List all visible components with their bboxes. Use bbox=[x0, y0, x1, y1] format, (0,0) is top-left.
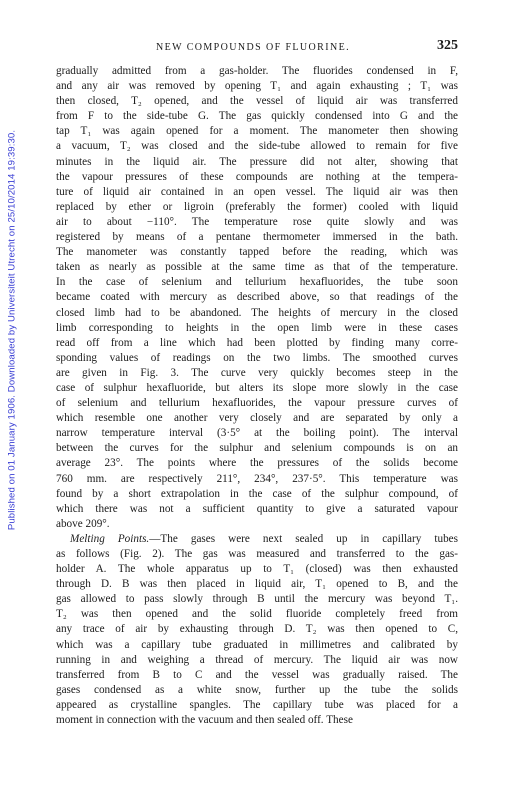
text-line: ture of liquid air contained in an open vessel. The liquid air was then bbox=[56, 185, 458, 198]
text-line: which there was not a sufficient quantity to give a saturated vapour bbox=[56, 502, 458, 515]
text-line: through D. B was then placed in liquid air, T₁ opened to B, and the bbox=[56, 578, 458, 591]
text-line: registered by means of a pentane thermometer immersed in the bath. bbox=[56, 231, 458, 244]
text-line: 760 mm. are respectively 211°, 234°, 237·5°. This temperature was bbox=[56, 472, 458, 485]
text-line: Melting Points.—The gases were next sealed up in capillary tubes bbox=[70, 532, 458, 545]
text-line: between the curves for the sulphur and selenium compounds is on an bbox=[56, 442, 458, 455]
text-line: gas allowed to pass slowly through B until the mercury was beyond T₁. bbox=[56, 593, 458, 606]
text-line: any trace of air by exhausting through D. T₂ was then opened to C, bbox=[56, 623, 458, 636]
text-line: which resemble one another very closely and are separated by only a bbox=[56, 412, 458, 425]
text-line: as follows (Fig. 2). The gas was measured and transferred to the gas- bbox=[56, 548, 458, 560]
article-body bbox=[56, 64, 458, 728]
page-header bbox=[56, 38, 458, 58]
text-line: transferred from B to C and the vessel was gradually raised. The bbox=[56, 668, 458, 681]
section-run-in-heading: Melting Points. bbox=[70, 532, 150, 545]
text-line: are given in Fig. 3. The curve very quickly becomes steep in the bbox=[56, 366, 458, 379]
text-line: of selenium and tellurium hexafluorides, the vapour pressure curves of bbox=[56, 397, 458, 410]
text-line: The manometer was constantly tapped before the reading, which was bbox=[56, 246, 458, 259]
text-line: narrow temperature interval (3·5° at the boiling point). The interval bbox=[56, 427, 458, 440]
page-number: 325 bbox=[437, 38, 458, 53]
text-line: gradually admitted from a gas-holder. The fluorides condensed in F, bbox=[56, 65, 458, 77]
text-line: and any air was removed by opening T₁ and again exhausting ; T₁ was bbox=[56, 80, 458, 93]
text-line: the vapour pressures of these compounds are nothing at the tempera- bbox=[56, 170, 458, 183]
download-watermark bbox=[0, 95, 24, 565]
text-line: T₂ was then opened and the solid fluoride completely freed from bbox=[56, 608, 458, 621]
text-line: found by a short extrapolation in the case of the sulphur compound, of bbox=[56, 487, 458, 500]
text-line: tap T₁ was again opened for a moment. The manometer then showing bbox=[56, 125, 458, 138]
text-line: air to about −110°. The temperature rose quite slowly and was bbox=[56, 215, 458, 228]
text-line: became coated with mercury as described above, so that readings of the bbox=[56, 291, 458, 304]
text-line: sponding values of readings on the two limbs. The smoothed curves bbox=[56, 351, 458, 364]
text-line: which was a capillary tube graduated in millimetres and calibrated by bbox=[56, 638, 458, 651]
text-line: above 209°. bbox=[56, 517, 110, 530]
text-line: average 23°. The points where the pressures of the solids become bbox=[56, 457, 458, 470]
text-line: gases condensed as a white snow, further up the tube the solids bbox=[56, 683, 458, 696]
text-line: In the case of selenium and tellurium hexafluorides, the tube soon bbox=[56, 276, 458, 289]
text-line: read off from a line which had been plotted by finding many corre- bbox=[56, 336, 458, 349]
text-line: case of sulphur hexafluoride, but alters its slope more slowly in the case bbox=[56, 381, 458, 394]
text-line: running in and weighing a thread of mercury. The liquid air was now bbox=[56, 653, 458, 666]
text-line: holder A. The whole apparatus up to T₁ (closed) was then exhausted bbox=[56, 563, 458, 576]
text-line: closed limb had to be abandoned. The heights of mercury in the closed bbox=[56, 306, 458, 319]
text-line: replaced by ether or ligroin (preferably the former) cooled with liquid bbox=[56, 200, 458, 213]
text-line: appeared as crystalline spangles. The capillary tube was placed for a bbox=[56, 698, 458, 711]
text-line: limb corresponding to heights in the open limb were in these cases bbox=[56, 321, 458, 334]
download-watermark-text: Published on 01 January 1906. Downloaded by Universiteit Utrecht on 25/10/2014 19:39:30. bbox=[6, 129, 18, 531]
text-line: a vacuum, T₂ was closed and the side-tube allowed to remain for five bbox=[56, 140, 458, 153]
running-title: NEW COMPOUNDS OF FLUORINE. bbox=[156, 42, 351, 53]
text-line: minutes in the liquid air. The pressure did not alter, showing that bbox=[56, 155, 458, 168]
text-line: taken as nearly as possible at the same time as that of the temperature. bbox=[56, 261, 458, 274]
text-line: moment in connection with the vacuum and then sealed off. These bbox=[56, 714, 353, 727]
text-line: from F to the side-tube G. The gas quickly condensed into G and the bbox=[56, 110, 458, 123]
text-line: then closed, T₂ opened, and the vessel of liquid air was transferred bbox=[56, 95, 458, 108]
